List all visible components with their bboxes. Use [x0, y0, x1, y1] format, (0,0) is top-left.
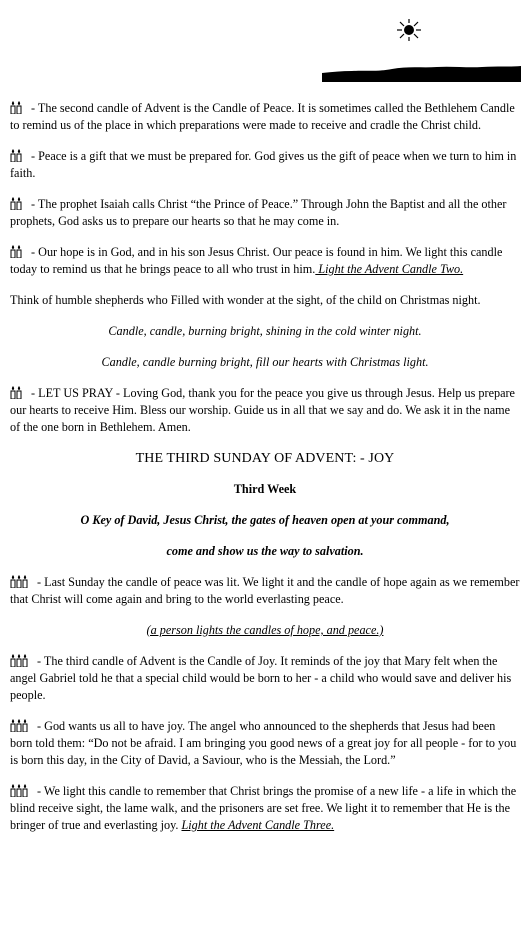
candle-body [11, 580, 15, 588]
rubric: (a person lights the candles of hope, and peace.) [146, 623, 384, 637]
candle-flame [18, 784, 20, 788]
candle-body [23, 580, 27, 588]
candle-flame [12, 654, 14, 658]
week2-paragraph-3: - The prophet Isaiah calls Christ “the Prince of Peace.” Through John the Baptist and all the other prophets, God asks us to prepare our hearts so that he may come in. [10, 197, 507, 228]
candle-body [17, 106, 21, 114]
hope-paragraph: - Our hope is in God, and in his son Jesus Christ. Our peace is found in him. We light this candle today to remind us that he brings peace to all who trust in him. Light the Advent Candle Two. [10, 245, 503, 276]
candle-body [17, 724, 21, 732]
candle-flame [18, 101, 20, 105]
candle-body [17, 202, 21, 210]
week2-paragraph-2: - Peace is a gift that we must be prepared for. God gives us the gift of peace when we turn to him in faith. [10, 149, 517, 180]
candle-body [17, 659, 21, 667]
last-sunday-paragraph: - Last Sunday the candle of peace was lit. We light it and the candle of hope again as we remember that Christ will come again and bring to the world everlasting peace. [10, 575, 520, 606]
song-line-1: Candle, candle, burning bright, shining in the cold winter night. [108, 324, 422, 338]
candle-icon [10, 197, 24, 210]
candle-icon [10, 654, 30, 667]
candle-body [11, 724, 15, 732]
candle-flame [24, 575, 26, 579]
candle-icon [10, 245, 24, 258]
candle-body [17, 580, 21, 588]
candle-body [11, 154, 15, 162]
candle-icon [10, 101, 24, 114]
candle-flame [18, 149, 20, 153]
instruction-light-candle-three: Light the Advent Candle Three. [181, 818, 335, 832]
candle-flame [12, 386, 14, 390]
candle-icon [10, 784, 30, 797]
candle-icon [10, 719, 30, 732]
candle-flame [12, 719, 14, 723]
candle-flame [18, 719, 20, 723]
shepherds-paragraph: Think of humble shepherds who Filled with wonder at the sight, of the child on Christmas night. [10, 293, 481, 307]
antiphon-line-2: come and show us the way to salvation. [166, 544, 364, 558]
candle-body [11, 659, 15, 667]
candle-body [17, 789, 21, 797]
candle-body [11, 789, 15, 797]
candle-body [23, 659, 27, 667]
candle-flame [12, 784, 14, 788]
candle-body [11, 202, 15, 210]
candle-body [11, 106, 15, 114]
candle-body [23, 789, 27, 797]
hill-silhouette [322, 64, 521, 82]
candle-flame [24, 784, 26, 788]
candle-body [17, 250, 21, 258]
section-title: THE THIRD SUNDAY OF ADVENT: - JOY [135, 451, 395, 466]
candle-body [17, 154, 21, 162]
candle-body [23, 724, 27, 732]
instruction-light-candle-two: Light the Advent Candle Two. [315, 262, 464, 276]
candle-flame [12, 101, 14, 105]
candle-flame [12, 575, 14, 579]
candle-body [17, 391, 21, 399]
week2-paragraph-1: - The second candle of Advent is the Candle of Peace. It is sometimes called the Bethlehem Candle to remind us of the place in which preparations were made to receive and cradle the Christ child. [10, 101, 515, 132]
song-line-2: Candle, candle burning bright, fill our hearts with Christmas light. [101, 355, 429, 369]
candle-flame [12, 197, 14, 201]
week3-paragraph-2: - God wants us all to have joy. The angel who announced to the shepherds that Jesus had been born told them: “Do not be afraid. I am bringing you good news of a great joy for all people - for to you is born this day, in the City of David, a Saviour, who is the Messiah, the Lord.” [10, 719, 517, 767]
prayer-paragraph: - LET US PRAY - Loving God, thank you for the peace you give us through Jesus. Help us prepare our hearts to receive Him. Bless our worship. Guide us in all that we say and do. We ask it in the name of the one born in Bethlehem. Amen. [10, 386, 515, 434]
final-paragraph: - We light this candle to remember that Christ brings the promise of a new life - a life in which the blind receive sight, the lame walk, and the prisoners are set free. We light it to remember that He is the bringer of true and everlasting joy. Light the Advent Candle Three. [10, 784, 517, 832]
candle-icon [10, 575, 30, 588]
candle-icon [10, 386, 24, 399]
candle-flame [18, 654, 20, 658]
candle-flame [12, 245, 14, 249]
candle-flame [18, 575, 20, 579]
candle-flame [18, 197, 20, 201]
candle-flame [18, 245, 20, 249]
week-label: Third Week [233, 482, 297, 496]
candle-flame [18, 386, 20, 390]
candle-flame [24, 654, 26, 658]
antiphon-line-1: O Key of David, Jesus Christ, the gates of heaven open at your command, [80, 513, 450, 527]
candle-flame [12, 149, 14, 153]
candle-flame [24, 719, 26, 723]
document-body [10, 100, 520, 848]
candle-body [11, 250, 15, 258]
candle-icon [10, 149, 24, 162]
week3-paragraph-1: - The third candle of Advent is the Candle of Joy. It reminds of the joy that Mary felt when the angel Gabriel told he that a special child would be born to her - a child who would save and deliver his people. [10, 654, 512, 702]
star-icon [395, 18, 423, 42]
candle-body [11, 391, 15, 399]
